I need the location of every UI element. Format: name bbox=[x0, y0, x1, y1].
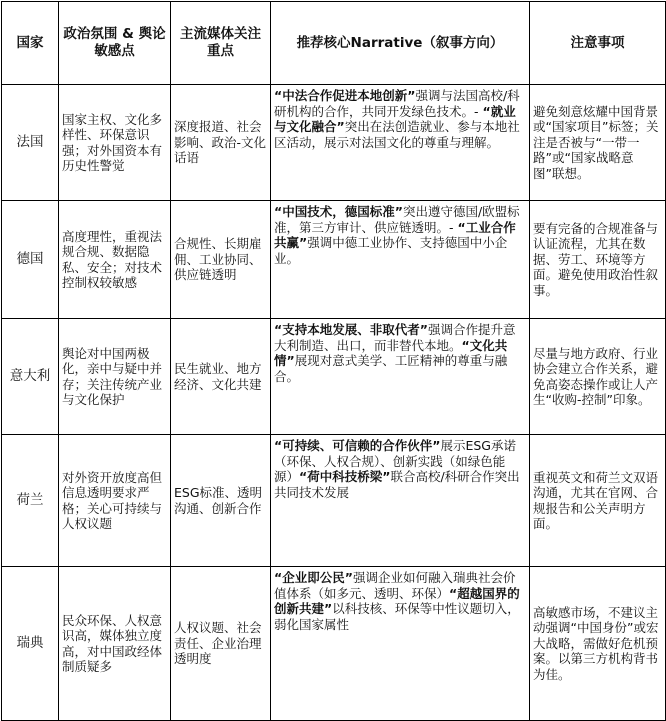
cell-narrative bbox=[271, 319, 530, 435]
narrative-text: 突出在法创造就业、参与本地社区活动，展示对法国文化的尊重与理解。 bbox=[274, 119, 520, 150]
narrative-highlight: “可持续、可信赖的合作伙伴” bbox=[274, 438, 441, 453]
cell-country: 瑞典 bbox=[2, 567, 59, 721]
narrative-highlight: “文化共情” bbox=[274, 337, 508, 368]
narrative-highlight: “荷中科技桥梁” bbox=[299, 469, 391, 484]
country-comparison-table bbox=[1, 1, 666, 721]
table-row-italy bbox=[2, 319, 666, 435]
cell-media: ESG标准、透明沟通、创新合作 bbox=[171, 435, 271, 567]
cell-media: 深度报道、社会影响、政治-文化话语 bbox=[171, 85, 271, 201]
cell-country: 意大利 bbox=[2, 319, 59, 435]
narrative-text: 展示ESG承诺（环保、人权合规）、创新实践（如绿色能源） bbox=[274, 438, 516, 484]
cell-narrative bbox=[271, 85, 530, 201]
cell-politics: 高度理性，重视法规合规、数据隐私、安全；对技术控制权较敏感 bbox=[59, 201, 171, 319]
narrative-highlight: “工业合作共赢” bbox=[274, 219, 516, 250]
cell-politics: 舆论对中国两极化，亲中与疑中并存；关注传统产业与文化保护 bbox=[59, 319, 171, 435]
table-row-germany bbox=[2, 201, 666, 319]
header-country: 国家 bbox=[2, 2, 59, 85]
narrative-text: 联合高校/科研合作突出共同技术发展 bbox=[274, 469, 520, 500]
cell-politics: 国家主权、文化多样性、环保意识强；对外国资本有历史性警觉 bbox=[59, 85, 171, 201]
narrative-highlight: “超越国界的创新共建” bbox=[274, 585, 520, 616]
table-header-row bbox=[2, 2, 666, 85]
narrative-highlight: “支持本地发展、非取代者” bbox=[274, 322, 428, 337]
narrative-highlight: “就业与文化融合” bbox=[274, 103, 516, 134]
narrative-text: 以科技核、环保等中性议题切入，弱化国家属性 bbox=[274, 601, 520, 632]
header-politics: 政治氛围 & 舆论敏感点 bbox=[59, 2, 171, 85]
narrative-text: 展现对意式美学、工匠精神的尊重与融合。 bbox=[274, 353, 508, 384]
narrative-highlight: “中国技术，德国标准” bbox=[274, 204, 403, 219]
cell-politics: 对外资开放度高但信息透明要求严格；关心可持续与人权议题 bbox=[59, 435, 171, 567]
cell-media: 人权议题、社会责任、企业治理透明度 bbox=[171, 567, 271, 721]
cell-narrative bbox=[271, 201, 530, 319]
narrative-text: 强调与法国高校/科研机构的合作，共同开发绿色技术。- bbox=[274, 88, 520, 119]
cell-notes: 避免刻意炫耀中国背景或“国家项目”标签；关注是否被与“一带一路”或“国家战略意图”联想。 bbox=[530, 85, 666, 201]
table-row-netherlands bbox=[2, 435, 666, 567]
narrative-text: 强调企业如何融入瑞典社会价值体系（如多元、透明、环保） bbox=[274, 570, 516, 601]
cell-narrative bbox=[271, 567, 530, 721]
narrative-text: 强调中德工业协作、支持德国中小企业。 bbox=[274, 235, 508, 266]
narrative-highlight: “企业即公民” bbox=[274, 570, 353, 585]
cell-media: 民生就业、地方经济、文化共建 bbox=[171, 319, 271, 435]
header-media: 主流媒体关注重点 bbox=[171, 2, 271, 85]
table-row-sweden bbox=[2, 567, 666, 721]
header-narrative: 推荐核心Narrative（叙事方向） bbox=[271, 2, 530, 85]
cell-country: 德国 bbox=[2, 201, 59, 319]
narrative-highlight: “中法合作促进本地创新” bbox=[274, 88, 416, 103]
cell-notes: 尽量与地方政府、行业协会建立合作关系，避免高姿态操作或让人产生“收购-控制”印象。 bbox=[530, 319, 666, 435]
cell-notes: 重视英文和荷兰文双语沟通，尤其在官网、合规报告和公关声明方面。 bbox=[530, 435, 666, 567]
cell-notes: 要有完备的合规准备与认证流程，尤其在数据、劳工、环境等方面。避免使用政治性叙事。 bbox=[530, 201, 666, 319]
header-notes: 注意事项 bbox=[530, 2, 666, 85]
table-row-france bbox=[2, 85, 666, 201]
cell-country: 法国 bbox=[2, 85, 59, 201]
cell-politics: 民众环保、人权意识高，媒体独立度高，对中国政经体制质疑多 bbox=[59, 567, 171, 721]
narrative-text: 强调合作提升意大利制造、出口，而非替代本地。 bbox=[274, 322, 516, 353]
cell-narrative bbox=[271, 435, 530, 567]
narrative-text: 突出遵守德国/欧盟标准，第三方审计、供应链透明。- bbox=[274, 204, 520, 235]
cell-notes: 高敏感市场，不建议主动强调“中国身份”或宏大战略，需做好危机预案。以第三方机构背书为佳。 bbox=[530, 567, 666, 721]
cell-country: 荷兰 bbox=[2, 435, 59, 567]
cell-media: 合规性、长期雇佣、工业协同、供应链透明 bbox=[171, 201, 271, 319]
